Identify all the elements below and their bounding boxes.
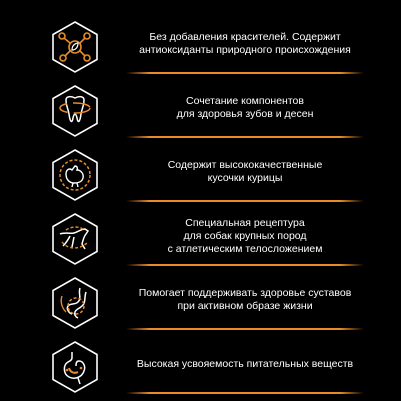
feature-text: Специальная рецептура для собак крупных пород с атлетическим телосложением [167, 216, 323, 255]
feature-divider [126, 72, 364, 74]
antioxidant-molecule-icon [48, 20, 102, 74]
joint-icon [48, 276, 102, 330]
feature-text: Содержит высококачественные кусочки курицы [167, 159, 323, 184]
chicken-icon [48, 148, 102, 202]
feature-divider [126, 264, 364, 266]
feature-divider [126, 200, 364, 202]
feature-item-digestibility [0, 334, 401, 400]
feature-item-teeth [0, 78, 401, 144]
feature-item-athletic-breed [0, 206, 401, 272]
feature-text: Высокая усвояемость питательных веществ [136, 357, 354, 370]
feature-divider [126, 392, 364, 394]
feature-text: Помогает поддерживать здоровье суставов при активном образе жизни [138, 287, 352, 312]
feature-text: Сочетание компонентов для здоровья зубов и десен [176, 95, 314, 120]
digestion-stomach-icon [48, 340, 102, 394]
tooth-icon [48, 84, 102, 138]
athletic-dog-icon [48, 212, 102, 266]
feature-item-chicken [0, 142, 401, 208]
feature-divider [126, 328, 364, 330]
feature-item-joints [0, 270, 401, 336]
feature-item-antioxidants [0, 14, 401, 80]
feature-text: Без добавления красителей. Содержит антиоксиданты природного происхождения [139, 31, 351, 56]
feature-divider [126, 136, 364, 138]
